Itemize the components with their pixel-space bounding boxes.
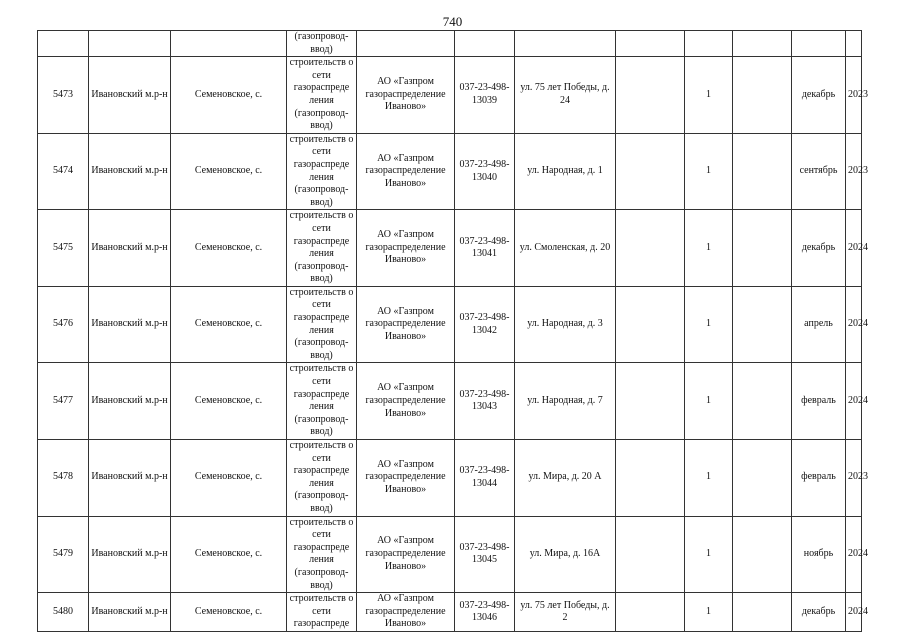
cell-settlement [171, 31, 287, 57]
cell-month [792, 363, 846, 440]
kind-text: строительств о сети газораспреде ления (газопровод-ввод) [289, 57, 354, 132]
code-text: 037-23-498-13040 [459, 158, 510, 183]
cell-count [685, 286, 733, 363]
cell-num [38, 363, 89, 440]
cell-extra1 [616, 133, 685, 210]
cell-month [792, 57, 846, 134]
cell-district [89, 57, 171, 134]
cell-code [455, 363, 515, 440]
cell-district [89, 286, 171, 363]
cell-month [792, 286, 846, 363]
num-text: 5475 [53, 241, 73, 253]
count-text: 1 [706, 605, 711, 617]
cell-extra2 [733, 286, 792, 363]
code-text: 037-23-498-13046 [459, 599, 510, 624]
kind-text: строительств о сети газораспреде ления (газопровод-ввод) [289, 516, 354, 591]
cell-org [357, 516, 455, 593]
month-text: апрель [804, 318, 833, 330]
num-text: 5478 [53, 471, 73, 483]
cell-district [89, 516, 171, 593]
cell-year [846, 286, 868, 363]
cell-address [515, 440, 616, 517]
count-text: 1 [706, 241, 711, 253]
year-text: 2024 [848, 241, 868, 253]
table-row [38, 363, 862, 440]
cell-kind [287, 133, 357, 210]
cell-settlement [171, 516, 287, 593]
address-text: ул. Народная, д. 1 [527, 165, 603, 177]
num-text: 5479 [53, 548, 73, 560]
address-text: ул. 75 лет Победы, д. 2 [520, 599, 610, 624]
cell-num [38, 210, 89, 287]
org-text: АО «Газпром газораспределение Иваново» [365, 382, 446, 419]
cell-year [846, 133, 868, 210]
cell-code [455, 57, 515, 134]
cell-kind [287, 31, 357, 57]
org-text: АО «Газпром газораспределение Иваново» [365, 593, 446, 630]
kind-text: (газопровод- ввод) [294, 31, 349, 55]
count-text: 1 [706, 165, 711, 177]
org-text: АО «Газпром газораспределение Иваново» [365, 458, 446, 496]
cell-code [455, 286, 515, 363]
cell-code [455, 133, 515, 210]
table-row [38, 440, 862, 517]
cell-extra2 [733, 133, 792, 210]
cell-month [792, 133, 846, 210]
count-text: 1 [706, 394, 711, 406]
cell-kind [287, 593, 357, 632]
cell-count [685, 133, 733, 210]
kind-text: строительств о сети газораспреде ления (газопровод-ввод) [289, 133, 354, 208]
count-text: 1 [706, 88, 711, 100]
cell-count [685, 31, 733, 57]
district-text: Ивановский м.р-н [91, 165, 168, 177]
year-text: 2024 [848, 394, 868, 406]
cell-kind [287, 210, 357, 287]
district-text: Ивановский м.р-н [91, 548, 168, 560]
month-text: декабрь [801, 605, 836, 617]
month-text: декабрь [801, 241, 836, 253]
cell-district [89, 210, 171, 287]
count-text: 1 [706, 548, 711, 560]
month-text: февраль [801, 394, 836, 406]
table-row [38, 593, 862, 632]
cell-org [357, 363, 455, 440]
cell-kind [287, 516, 357, 593]
cell-district [89, 440, 171, 517]
district-text: Ивановский м.р-н [91, 241, 168, 253]
table-row [38, 133, 862, 210]
cell-district [89, 31, 171, 57]
settlement-text: Семеновское, с. [194, 165, 263, 177]
cell-settlement [171, 57, 287, 134]
cell-address [515, 210, 616, 287]
cell-year [846, 57, 868, 134]
settlement-text: Семеновское, с. [194, 88, 263, 100]
settlement-text: Семеновское, с. [194, 471, 263, 483]
address-text: ул. Мира, д. 20 А [528, 471, 602, 483]
cell-org [357, 31, 455, 57]
cell-org [357, 133, 455, 210]
cell-count [685, 210, 733, 287]
num-text: 5480 [53, 605, 73, 617]
cell-extra2 [733, 593, 792, 632]
cell-num [38, 133, 89, 210]
org-text: АО «Газпром газораспределение Иваново» [365, 305, 446, 342]
district-text: Ивановский м.р-н [91, 605, 168, 617]
cell-address [515, 133, 616, 210]
district-text: Ивановский м.р-н [91, 471, 168, 483]
cell-kind [287, 363, 357, 440]
org-text: АО «Газпром газораспределение Иваново» [365, 229, 446, 266]
cell-settlement [171, 363, 287, 440]
code-text: 037-23-498-13041 [459, 235, 510, 260]
settlement-text: Семеновское, с. [194, 318, 263, 330]
cell-extra2 [733, 363, 792, 440]
count-text: 1 [706, 471, 711, 483]
cell-address [515, 593, 616, 632]
cell-org [357, 440, 455, 517]
page-number: 740 [442, 14, 463, 29]
cell-org [357, 57, 455, 134]
cell-num [38, 57, 89, 134]
settlement-text: Семеновское, с. [194, 605, 263, 617]
cell-extra1 [616, 57, 685, 134]
table-row [38, 286, 862, 363]
cell-org [357, 593, 455, 632]
district-text: Ивановский м.р-н [91, 88, 168, 100]
cell-extra2 [733, 210, 792, 287]
year-text: 2024 [848, 548, 868, 560]
cell-month [792, 31, 846, 57]
table-row [38, 210, 862, 287]
settlement-text: Семеновское, с. [194, 394, 263, 406]
cell-count [685, 363, 733, 440]
code-text: 037-23-498-13039 [459, 82, 510, 106]
cell-address [515, 31, 616, 57]
cell-address [515, 363, 616, 440]
cell-year [846, 210, 868, 287]
cell-extra1 [616, 593, 685, 632]
cell-settlement [171, 286, 287, 363]
code-text: 037-23-498-13043 [459, 388, 510, 413]
registry-table [37, 30, 868, 632]
cell-settlement [171, 440, 287, 517]
cell-year [846, 31, 862, 57]
district-text: Ивановский м.р-н [91, 394, 168, 406]
cell-extra1 [616, 286, 685, 363]
kind-text: строительств о сети газораспреде ления (газопровод-ввод) [289, 440, 354, 514]
cell-org [357, 210, 455, 287]
settlement-text: Семеновское, с. [194, 548, 263, 560]
cell-month [792, 516, 846, 593]
cell-kind [287, 57, 357, 134]
cell-extra2 [733, 57, 792, 134]
cell-district [89, 593, 171, 632]
cell-count [685, 57, 733, 134]
cell-settlement [171, 133, 287, 210]
year-text: 2023 [848, 471, 868, 483]
table-row [38, 57, 862, 134]
cell-kind [287, 440, 357, 517]
continuation-row [38, 31, 862, 57]
cell-year [846, 593, 868, 632]
settlement-text: Семеновское, с. [194, 241, 263, 253]
cell-extra2 [733, 440, 792, 517]
address-text: ул. Мира, д. 16А [529, 548, 601, 560]
cell-count [685, 593, 733, 632]
month-text: февраль [801, 471, 836, 483]
cell-code [455, 593, 515, 632]
code-text: 037-23-498-13044 [459, 465, 510, 489]
num-text: 5473 [53, 88, 73, 100]
cell-address [515, 57, 616, 134]
cell-kind [287, 286, 357, 363]
cell-num [38, 286, 89, 363]
cell-count [685, 516, 733, 593]
cell-num [38, 440, 89, 517]
year-text: 2023 [848, 88, 868, 100]
address-text: ул. 75 лет Победы, д. 24 [520, 82, 610, 106]
cell-year [846, 363, 868, 440]
cell-extra1 [616, 31, 685, 57]
kind-text: строительств о сети газораспреде ления (газопровод-ввод) [289, 286, 354, 361]
cell-month [792, 210, 846, 287]
address-text: ул. Народная, д. 7 [527, 394, 603, 406]
month-text: декабрь [801, 88, 836, 100]
cell-extra1 [616, 363, 685, 440]
cell-extra2 [733, 516, 792, 593]
month-text: ноябрь [803, 548, 834, 560]
cell-year [846, 440, 868, 517]
cell-code [455, 31, 515, 57]
cell-address [515, 516, 616, 593]
year-text: 2023 [848, 165, 868, 177]
code-text: 037-23-498-13045 [459, 541, 510, 566]
cell-address [515, 286, 616, 363]
cell-code [455, 516, 515, 593]
code-text: 037-23-498-13042 [459, 312, 510, 336]
org-text: АО «Газпром газораспределение Иваново» [365, 76, 446, 113]
table-row [38, 516, 862, 593]
cell-district [89, 133, 171, 210]
cell-num [38, 31, 89, 57]
cell-extra1 [616, 440, 685, 517]
cell-count [685, 440, 733, 517]
cell-code [455, 210, 515, 287]
kind-text: строительств о сети газораспреде [289, 593, 354, 630]
cell-settlement [171, 593, 287, 632]
cell-extra1 [616, 516, 685, 593]
kind-text: строительств о сети газораспреде ления (газопровод-ввод) [289, 363, 354, 438]
cell-num [38, 516, 89, 593]
year-text: 2024 [848, 605, 868, 617]
cell-year [846, 516, 868, 593]
cell-month [792, 593, 846, 632]
district-text: Ивановский м.р-н [91, 318, 168, 330]
cell-district [89, 363, 171, 440]
count-text: 1 [706, 318, 711, 330]
org-text: АО «Газпром газораспределение Иваново» [365, 535, 446, 572]
cell-num [38, 593, 89, 632]
cell-org [357, 286, 455, 363]
num-text: 5477 [53, 394, 73, 406]
year-text: 2024 [848, 318, 868, 330]
address-text: ул. Смоленская, д. 20 [519, 241, 611, 253]
num-text: 5474 [53, 165, 73, 177]
cell-month [792, 440, 846, 517]
cell-settlement [171, 210, 287, 287]
cell-extra1 [616, 210, 685, 287]
num-text: 5476 [53, 318, 73, 330]
month-text: сентябрь [799, 165, 838, 177]
address-text: ул. Народная, д. 3 [527, 318, 603, 330]
cell-extra2 [733, 31, 792, 57]
org-text: АО «Газпром газораспределение Иваново» [365, 152, 446, 189]
cell-code [455, 440, 515, 517]
table-body [38, 31, 868, 632]
kind-text: строительств о сети газораспреде ления (газопровод-ввод) [289, 210, 354, 285]
